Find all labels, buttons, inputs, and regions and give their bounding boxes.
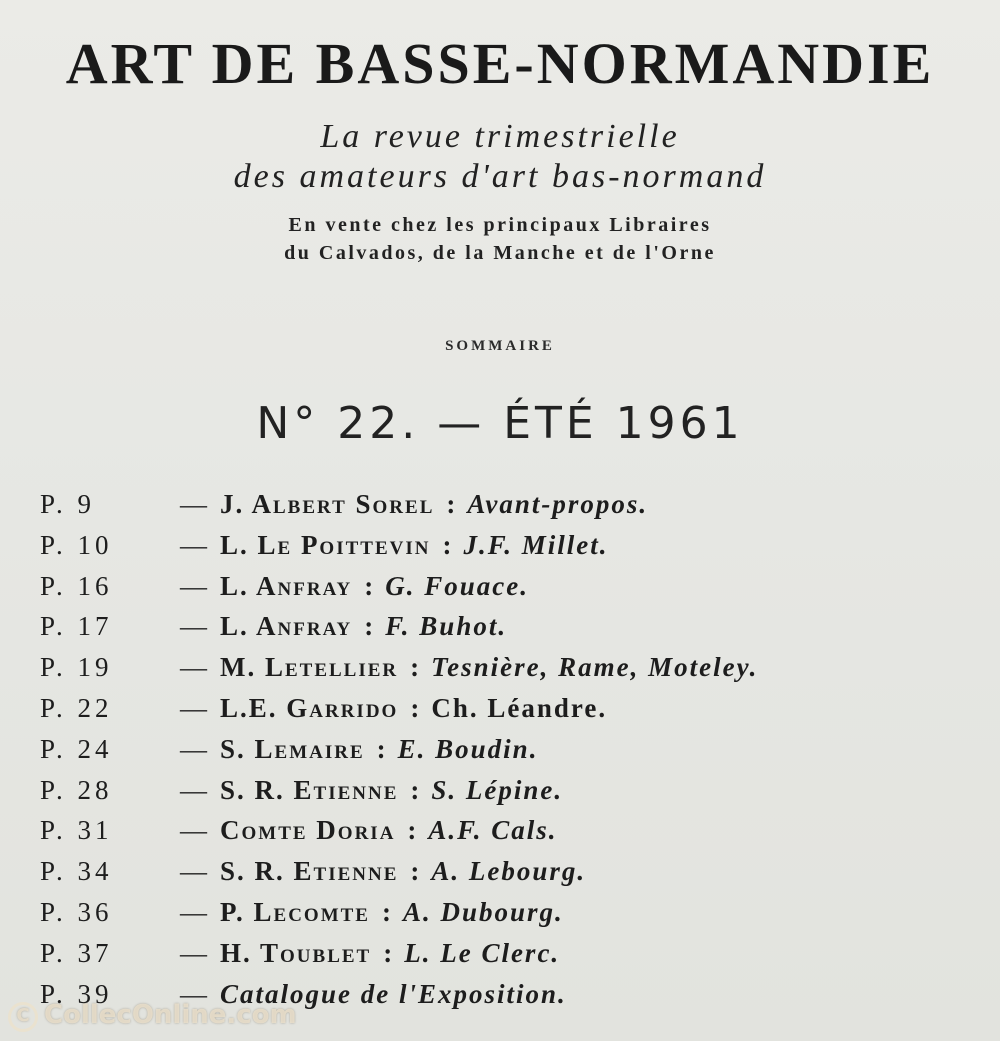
toc-page-number: P. 37 [40,937,113,968]
toc-page-number: P. 9 [40,489,96,519]
toc-colon: : [381,896,391,927]
toc-colon: : [410,692,420,723]
subtitle-line-1: La revue trimestrielle [320,118,680,155]
toc-author: J. Albert Sorel [220,489,435,519]
toc-page-number: P. 16 [40,570,113,601]
toc-subject: A. Dubourg. [402,896,564,927]
toc-dash: — [180,529,207,560]
watermark-text: CollecOnline.com [44,1000,297,1030]
toc-author: L.E. Garrido [220,692,399,723]
toc-page-number: P. 17 [40,611,113,642]
toc-page-number: P. 31 [40,815,113,846]
toc-page-number: P. 19 [40,652,113,683]
toc-colon: : [407,815,417,846]
toc-subject: Avant-propos. [467,489,649,519]
toc-entry [40,484,990,525]
toc-colon: : [376,733,386,764]
toc-dash: — [180,733,207,764]
toc-author: S. Lemaire [220,733,365,764]
issue-number: N° 22. — ÉTÉ 1961 [256,398,744,449]
toc-subject: L. Le Clerc. [404,937,561,968]
toc-entry [40,933,990,974]
toc-colon: : [446,489,456,519]
toc-colon: : [383,937,393,968]
toc-subject: A. Lebourg. [431,856,587,887]
toc-author: M. Letellier [220,652,399,683]
sale-info-line-1: En vente chez les principaux Libraires [288,214,712,236]
toc-page-number: P. 22 [40,692,113,723]
toc-entry [40,770,990,811]
toc-page-number: P. 28 [40,774,113,805]
toc-entry [40,851,990,892]
sale-info-line-2: du Calvados, de la Manche et de l'Orne [284,242,716,264]
toc-page-number: P. 39 [40,978,113,1009]
toc-subject: Tesnière, Rame, Moteley. [431,652,759,683]
toc-page-number: P. 24 [40,733,113,764]
journal-title: ART DE BASSE-NORMANDIE [65,31,935,96]
toc-page-number: P. 10 [40,529,113,560]
toc-entry [40,525,990,566]
toc-colon: : [410,774,420,805]
toc-subject: J.F. Millet. [463,529,609,560]
toc-subject: F. Buhot. [385,611,508,642]
toc-author: L. Anfray [220,570,353,601]
toc-entry [40,729,990,770]
toc-subject: S. Lépine. [431,774,564,805]
toc-dash: — [180,570,207,601]
toc-author: S. R. Etienne [220,856,399,887]
toc-page-number: P. 34 [40,856,113,887]
toc-subject: Ch. Léandre. [431,692,608,723]
toc-dash: — [180,489,207,519]
toc-dash: — [180,815,207,846]
toc-colon: : [410,652,420,683]
toc-entry [40,606,990,647]
toc-dash: — [180,896,207,927]
toc-page-number: P. 36 [40,896,113,927]
toc-dash: — [180,937,207,968]
toc-colon: : [364,570,374,601]
toc-colon: : [442,529,452,560]
toc-dash: — [180,978,207,1009]
toc-subject: Catalogue de l'Exposition. [220,978,567,1009]
toc-colon: : [410,856,420,887]
watermark [8,1000,297,1032]
toc-author: S. R. Etienne [220,774,399,805]
toc-dash: — [180,652,207,683]
toc-dash: — [180,856,207,887]
copyright-icon: C [8,1002,38,1032]
toc-entry [40,566,990,607]
toc-colon: : [364,611,374,642]
toc-entry [40,688,990,729]
table-of-contents [40,484,990,1014]
toc-subject: A.F. Cals. [428,815,558,846]
toc-subject: E. Boudin. [397,733,539,764]
toc-dash: — [180,611,207,642]
toc-dash: — [180,774,207,805]
toc-subject: G. Fouace. [385,570,530,601]
toc-author: L. Anfray [220,611,353,642]
toc-entry [40,810,990,851]
subtitle-line-2: des amateurs d'art bas-normand [233,158,767,195]
toc-entry [40,647,990,688]
toc-author: Comte Doria [220,815,396,846]
toc-author: H. Toublet [220,937,372,968]
toc-author: P. Lecomte [220,896,370,927]
sommaire-heading: SOMMAIRE [445,338,555,354]
toc-entry [40,892,990,933]
toc-dash: — [180,692,207,723]
toc-author: L. Le Poittevin [220,529,431,560]
